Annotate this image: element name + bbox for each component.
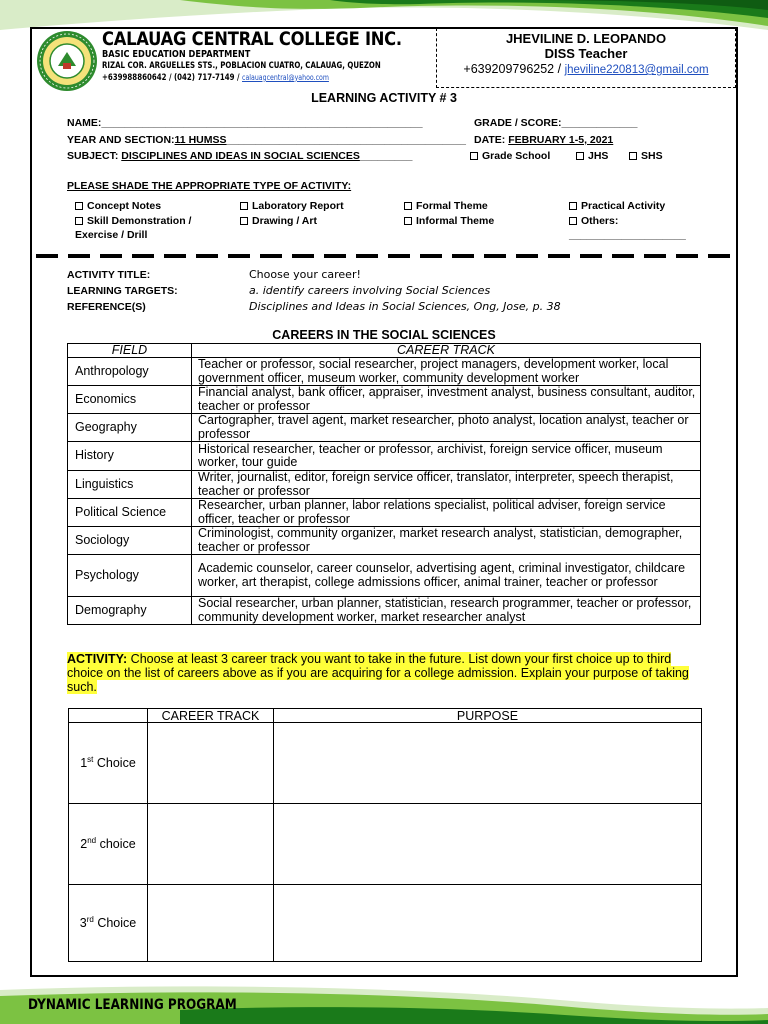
checkbox-icon (404, 217, 412, 225)
career-track-answer-cell[interactable] (148, 885, 274, 962)
field-cell: Demography (68, 597, 192, 625)
teacher-contact (437, 62, 735, 76)
others-blank: ____________________ (569, 229, 686, 241)
name-label: NAME: (67, 117, 102, 129)
purpose-answer-cell[interactable] (274, 804, 702, 885)
year-section-row (67, 134, 466, 146)
shade-heading: PLEASE SHADE THE APPROPRIATE TYPE OF ACTIVITY: (67, 180, 352, 192)
footer-program-name: DYNAMIC LEARNING PROGRAM (28, 997, 237, 1013)
activity-text: Choose at least 3 career track you want to take in the future. List down your first choice up to third choice on the list of careers above as if you are acquiring for a college admission. Explain your purpose of taking such. (67, 652, 689, 694)
date-label: DATE: (474, 134, 509, 146)
level-option-grade-school[interactable]: Grade School (470, 150, 550, 162)
career-track-cell: Researcher, urban planner, labor relations specialist, political adviser, foreign service officer, teacher or professor (192, 499, 701, 527)
checkbox-icon (629, 152, 637, 160)
career-track-header: CAREER TRACK (192, 344, 701, 358)
reference-label: REFERENCE(S) (67, 301, 146, 313)
career-track-column-header: CAREER TRACK (148, 709, 274, 723)
teacher-name: JHEVILINE D. LEOPANDO (505, 31, 667, 46)
career-track-cell: Criminologist, community organizer, market research analyst, statistician, demographer, teacher or professor (192, 527, 701, 555)
career-track-cell: Financial analyst, bank officer, appraiser, investment analyst, business consultant, auditor, teacher or professor (192, 386, 701, 414)
field-header: FIELD (68, 344, 192, 358)
checkbox-icon (470, 152, 478, 160)
checkbox-icon (240, 202, 248, 210)
grade-blank: _____________ (561, 117, 638, 129)
field-cell: Economics (68, 386, 192, 414)
school-seal-logo (36, 30, 98, 92)
activity-title-value: Choose your career! (249, 268, 361, 281)
choice-row (69, 723, 702, 804)
career-track-cell: Teacher or professor, social researcher, project managers, development worker, local government officer, museum worker, community development worker (192, 358, 701, 386)
careers-row (68, 386, 701, 414)
date-value: FEBRUARY 1-5, 2021 (508, 134, 614, 146)
year-value: 11 HUMSS (174, 134, 227, 146)
school-name: CALAUAG CENTRAL COLLEGE INC. (102, 28, 402, 50)
choice-row (69, 885, 702, 962)
option-practical-activity[interactable]: Practical Activity (569, 199, 665, 213)
careers-row (68, 555, 701, 597)
purpose-answer-cell[interactable] (274, 885, 702, 962)
choices-table (68, 708, 702, 962)
field-cell: Geography (68, 414, 192, 442)
careers-table (67, 343, 701, 625)
year-label: YEAR AND SECTION: (67, 134, 175, 146)
career-track-cell: Writer, journalist, editor, foreign service officer, translator, interpreter, speech therapist, teacher or professor (192, 471, 701, 499)
teacher-phone: +639209796252 / (463, 62, 565, 76)
choice-label: 1st Choice (69, 723, 148, 804)
subject-blank: _________ (359, 150, 413, 162)
purpose-answer-cell[interactable] (274, 723, 702, 804)
reference-value: Disciplines and Ideas in Social Sciences, Ong, Jose, p. 38 (249, 300, 561, 313)
activity-instructions (67, 652, 703, 694)
activity-heading: LEARNING ACTIVITY # 3 (311, 91, 457, 105)
field-cell: Sociology (68, 527, 192, 555)
checkbox-icon (240, 217, 248, 225)
checkbox-icon (576, 152, 584, 160)
option-skill-demonstration[interactable]: Skill Demonstration / Exercise / Drill (75, 215, 192, 241)
checkbox-icon (75, 202, 83, 210)
subject-label: SUBJECT: (67, 150, 122, 162)
careers-row (68, 442, 701, 471)
name-blank: _______________________________________________________ (101, 117, 423, 129)
school-contact (102, 73, 329, 83)
option-others[interactable]: Others: ____________________ (569, 215, 686, 241)
subject-value: DISCIPLINES AND IDEAS IN SOCIAL SCIENCES (121, 150, 360, 162)
school-address: RIZAL COR. ARGUELLES STS., POBLACION CUATRO, CALAUAG, QUEZON (102, 61, 381, 71)
career-track-cell: Social researcher, urban planner, statistician, research programmer, teacher or professor, community development worker, market researcher analyst (192, 597, 701, 625)
option-concept-notes[interactable]: Concept Notes (75, 199, 161, 213)
careers-row (68, 499, 701, 527)
careers-table-title: CAREERS IN THE SOCIAL SCIENCES (272, 328, 496, 342)
purpose-column-header: PURPOSE (274, 709, 702, 723)
career-track-answer-cell[interactable] (148, 804, 274, 885)
field-cell: Political Science (68, 499, 192, 527)
level-option-jhs[interactable]: JHS (576, 150, 608, 162)
checkbox-icon (569, 217, 577, 225)
career-track-cell: Historical researcher, teacher or professor, archivist, foreign service officer, museum worker, tour guide (192, 442, 701, 471)
choice-label: 3rd Choice (69, 885, 148, 962)
option-drawing-art[interactable]: Drawing / Art (240, 214, 317, 228)
teacher-email-link[interactable]: jheviline220813@gmail.com (564, 64, 709, 76)
level-option-shs[interactable]: SHS (629, 150, 663, 162)
careers-row (68, 414, 701, 442)
careers-header-row (68, 344, 701, 358)
careers-row (68, 527, 701, 555)
dashed-separator (36, 254, 736, 258)
learning-targets-label: LEARNING TARGETS: (67, 285, 178, 297)
careers-row (68, 471, 701, 499)
career-track-cell: Cartographer, travel agent, market researcher, photo analyst, location analyst, teacher or professor (192, 414, 701, 442)
checkbox-icon (404, 202, 412, 210)
activity-label: ACTIVITY: (67, 652, 128, 666)
learning-targets-value: a. identify careers involving Social Sciences (249, 284, 491, 297)
name-row[interactable] (67, 117, 423, 129)
checkbox-icon (569, 202, 577, 210)
year-blank: _________________________________________ (226, 134, 466, 146)
teacher-info-box (436, 28, 736, 88)
field-cell: History (68, 442, 192, 471)
field-cell: Psychology (68, 555, 192, 597)
career-track-cell: Academic counselor, career counselor, advertising agent, criminal investigator, childcare worker, art therapist, college admissions officer, animal trainer, teacher or professor (192, 555, 701, 597)
option-formal-theme[interactable]: Formal Theme (404, 199, 488, 213)
checkbox-icon (75, 217, 83, 225)
teacher-role: DISS Teacher (544, 46, 628, 61)
careers-row (68, 597, 701, 625)
school-department: BASIC EDUCATION DEPARTMENT (102, 49, 251, 60)
field-cell: Anthropology (68, 358, 192, 386)
field-cell: Linguistics (68, 471, 192, 499)
career-track-answer-cell[interactable] (148, 723, 274, 804)
choice-row (69, 804, 702, 885)
grade-label: GRADE / SCORE: (474, 117, 562, 129)
school-email-link[interactable]: calauagcentral@yahoo.com (242, 73, 329, 82)
option-laboratory-report[interactable]: Laboratory Report (240, 199, 344, 213)
grade-row[interactable] (474, 117, 637, 129)
choice-label: 2nd choice (69, 804, 148, 885)
subject-row (67, 150, 412, 162)
date-row (474, 134, 613, 146)
activity-title-label: ACTIVITY TITLE: (67, 269, 151, 281)
choice-header-blank (69, 709, 148, 723)
choices-header-row (69, 709, 702, 723)
careers-row (68, 358, 701, 386)
option-informal-theme[interactable]: Informal Theme (404, 214, 494, 228)
school-phone: +639988860642 / (042) 717-7149 / (102, 73, 243, 83)
